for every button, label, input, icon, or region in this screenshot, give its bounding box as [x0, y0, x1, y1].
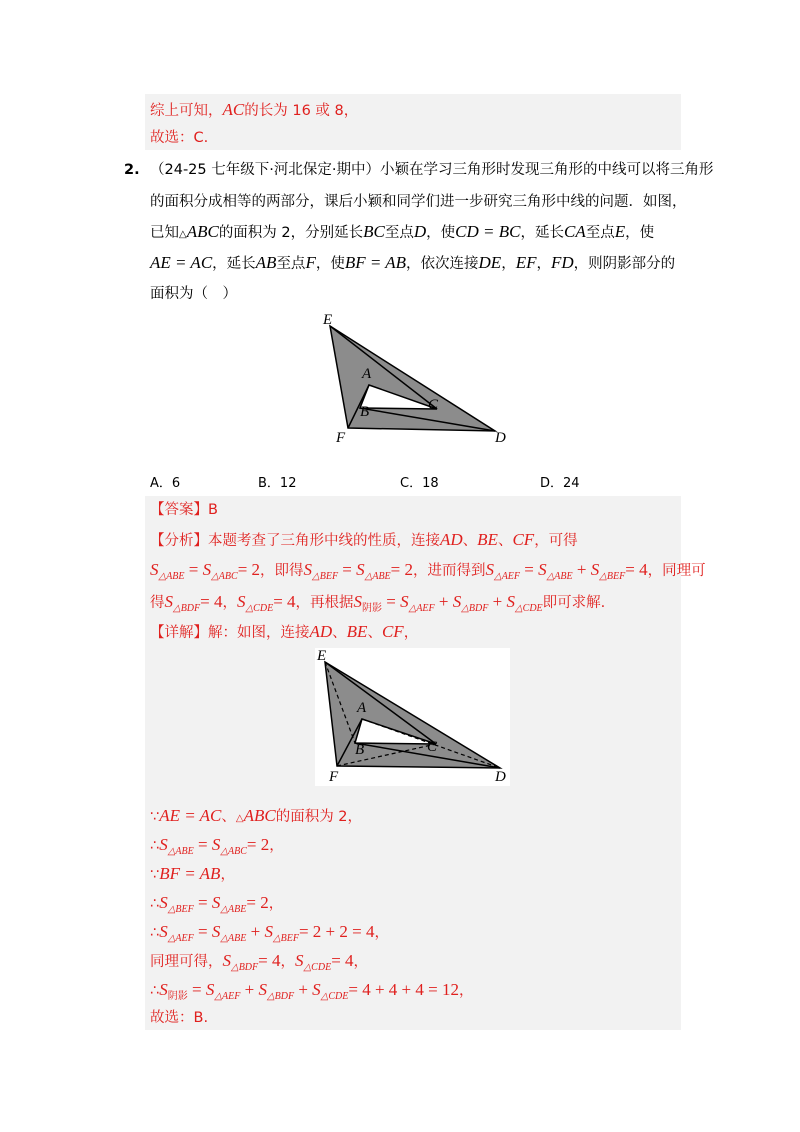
prev-choice: 故选：C. — [150, 130, 209, 146]
svg-text:E: E — [317, 648, 327, 664]
final-choice: 故选：B. — [150, 1010, 209, 1026]
step-2: $\therefore S_{\triangle ABE} = S_{\triangle ABC}= 2$， — [150, 835, 284, 857]
svg-text:C: C — [427, 739, 438, 755]
label-B: B — [360, 404, 370, 420]
label-F: F — [336, 430, 346, 446]
option-b[interactable]: B．12 — [258, 476, 297, 491]
svg-text:B: B — [355, 742, 365, 758]
option-a[interactable]: A．6 — [150, 476, 181, 491]
answer-line — [150, 500, 218, 520]
problem-line-1: （24-25 七年级下·河北保定·期中）小颖在学习三角形时发现三角形的中线可以将三角形 — [150, 162, 714, 178]
svg-text:F: F — [329, 769, 339, 785]
problem-figure — [320, 308, 520, 448]
problem-source: （24-25 七年级下·河北保定·期中） — [150, 162, 380, 178]
label-D: D — [495, 430, 506, 446]
label-E: E — [323, 312, 333, 328]
prev-conclusion: 综上可知，AC的长为 16 或 8， — [150, 100, 359, 119]
svg-text:D: D — [495, 769, 506, 785]
label-C: C — [428, 397, 439, 413]
step-3: ∵BF = AB， — [150, 864, 235, 883]
answer-tag: 【答案】 — [150, 502, 208, 518]
problem-number: 2. — [124, 162, 140, 178]
step-5: $\therefore S_{\triangle AEF} = S_{\triangle ABE} + S_{\triangle BEF}= 2 + 2 = 4$， — [150, 922, 389, 944]
svg-text:A: A — [357, 700, 367, 716]
analysis-line-1: 【分析】本题考查了三角形中线的性质，连接AD、BE、CF，可得 — [150, 530, 578, 549]
analysis-line-2: $S_{\triangle ABE} = S_{\triangle ABC}= 2$，即得$S_{\triangle BEF} = S_{\triangle ABE}= 2$，进而得到$S_{\triangle AEF} = S_{\triangle ABE} + S_{\triangle BEF}= 4$，同理可 — [150, 560, 706, 582]
label-A: A — [362, 366, 372, 382]
analysis-line-3: 得$S_{\triangle BDF}= 4$，$S_{\triangle CDE}= 4$，再根据$S_{阴影} = S_{\triangle AEF} + S_{\triangle BDF} + S_{\triangle CDE}$即可求解. — [150, 592, 606, 614]
option-d[interactable]: D．24 — [540, 476, 580, 491]
step-4: $\therefore S_{\triangle BEF} = S_{\triangle ABE}= 2$， — [150, 893, 284, 915]
problem-line-5: 面积为（ ） — [150, 286, 237, 302]
step-6: 同理可得，$S_{\triangle BDF}= 4$，$S_{\triangle CDE}= 4$， — [150, 951, 369, 973]
problem-line-3: 已知△ABC的面积为 2，分别延长BC至点D，使CD = BC，延长CA至点E，使 — [150, 222, 655, 241]
detail-line: 【详解】解：如图，连接AD、BE、CF， — [150, 622, 419, 641]
problem-line-4: AE = AC，延长AB至点F，使BF = AB，依次连接DE，EF，FD，则阴影部分的 — [150, 253, 676, 272]
answer-value: B — [208, 502, 218, 518]
step-1: ∵AE = AC、△ABC的面积为 2， — [150, 806, 363, 825]
solution-figure — [315, 648, 510, 786]
option-c[interactable]: C．18 — [400, 476, 439, 491]
problem-line-2: 的面积分成相等的两部分，课后小颖和同学们进一步研究三角形中线的问题．如图， — [150, 194, 687, 210]
step-7: $\therefore S_{阴影} = S_{\triangle AEF} + S_{\triangle BDF} + S_{\triangle CDE}= 4 + 4 + 4 = 12$， — [150, 980, 474, 1002]
